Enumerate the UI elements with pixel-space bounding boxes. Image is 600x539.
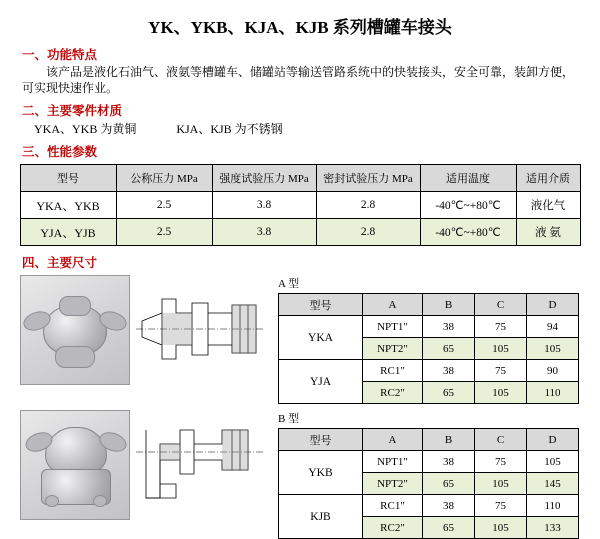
material-right: KJA、KJB 为不锈钢 bbox=[176, 122, 283, 137]
table-cell: YJA、YJB bbox=[20, 219, 116, 246]
column-header: 适用介质 bbox=[516, 165, 580, 192]
column-header: 适用温度 bbox=[420, 165, 516, 192]
table-cell: 2.8 bbox=[316, 192, 420, 219]
column-header: 公称压力 MPa bbox=[116, 165, 212, 192]
column-header: A bbox=[363, 294, 423, 316]
section-heading-dimensions: 四、主要尺寸 bbox=[22, 256, 98, 271]
column-header: B bbox=[423, 429, 475, 451]
table-cell: RC2" bbox=[363, 517, 423, 539]
table-cell: 65 bbox=[423, 517, 475, 539]
table-cell: 94 bbox=[527, 316, 579, 338]
section-heading-material: 二、主要零件材质 bbox=[22, 104, 123, 119]
table-header-row bbox=[279, 429, 579, 451]
material-line bbox=[34, 120, 592, 137]
table-cell: 65 bbox=[423, 382, 475, 404]
technical-drawing-a bbox=[136, 275, 264, 383]
column-header: A bbox=[363, 429, 423, 451]
table-header-row bbox=[20, 165, 580, 192]
table-cell: 2.8 bbox=[316, 219, 420, 246]
table-cell: 液化气 bbox=[516, 192, 580, 219]
table-row bbox=[279, 316, 579, 338]
table-cell: 105 bbox=[475, 473, 527, 495]
table-cell: 105 bbox=[527, 338, 579, 360]
table-cell: 65 bbox=[423, 338, 475, 360]
column-header: 强度试验压力 MPa bbox=[212, 165, 316, 192]
table-cell: 2.5 bbox=[116, 219, 212, 246]
table-cell: 38 bbox=[423, 451, 475, 473]
dimensions-area bbox=[8, 275, 592, 539]
drawing-a-svg bbox=[136, 275, 264, 383]
table-cell: RC2" bbox=[363, 382, 423, 404]
table-cell: RC1" bbox=[363, 495, 423, 517]
table-cell: 38 bbox=[423, 316, 475, 338]
technical-drawing-b bbox=[136, 410, 264, 518]
column-header: D bbox=[527, 294, 579, 316]
table-cell: 液 氨 bbox=[516, 219, 580, 246]
table-cell: 38 bbox=[423, 360, 475, 382]
product-photo-a bbox=[20, 275, 130, 385]
table-cell: 75 bbox=[475, 360, 527, 382]
column-header: C bbox=[475, 294, 527, 316]
dimension-table-a-label: A 型 bbox=[278, 278, 300, 291]
table-cell-model: YKB bbox=[279, 451, 363, 495]
column-header: 型号 bbox=[279, 294, 363, 316]
table-cell: 75 bbox=[475, 495, 527, 517]
table-cell: 110 bbox=[527, 382, 579, 404]
table-cell: RC1" bbox=[363, 360, 423, 382]
section-heading-performance: 三、性能参数 bbox=[22, 145, 98, 160]
column-header: C bbox=[475, 429, 527, 451]
table-cell: 38 bbox=[423, 495, 475, 517]
table-cell-model: YJA bbox=[279, 360, 363, 404]
features-text: 该产品是液化石油气、液氨等槽罐车、储罐站等输送管路系统中的快装接头，安全可靠，装卸方便，可实现快速作业。 bbox=[22, 65, 575, 96]
table-cell: YKA、YKB bbox=[20, 192, 116, 219]
table-cell: 133 bbox=[527, 517, 579, 539]
table-cell-model: KJB bbox=[279, 495, 363, 539]
table-row bbox=[20, 219, 580, 246]
table-cell: 105 bbox=[527, 451, 579, 473]
table-cell: NPT1" bbox=[363, 451, 423, 473]
dimension-table-a-wrap bbox=[278, 275, 592, 404]
table-cell: 2.5 bbox=[116, 192, 212, 219]
column-header: 型号 bbox=[279, 429, 363, 451]
table-cell: 3.8 bbox=[212, 219, 316, 246]
table-cell: NPT2" bbox=[363, 338, 423, 360]
table-cell: NPT1" bbox=[363, 316, 423, 338]
table-cell: 105 bbox=[475, 517, 527, 539]
material-left: YKA、YKB 为黄铜 bbox=[34, 122, 137, 137]
product-photo-b bbox=[20, 410, 130, 520]
dimension-table-b-label: B 型 bbox=[278, 413, 300, 426]
table-row bbox=[279, 360, 579, 382]
table-cell: 3.8 bbox=[212, 192, 316, 219]
table-cell: 65 bbox=[423, 473, 475, 495]
table-cell: NPT2" bbox=[363, 473, 423, 495]
table-cell-model: YKA bbox=[279, 316, 363, 360]
column-header: 密封试验压力 MPa bbox=[316, 165, 420, 192]
column-header: 型号 bbox=[20, 165, 116, 192]
table-cell: 145 bbox=[527, 473, 579, 495]
column-header: B bbox=[423, 294, 475, 316]
dimension-table-b-wrap bbox=[278, 410, 592, 539]
table-cell: 75 bbox=[475, 451, 527, 473]
table-row bbox=[279, 495, 579, 517]
drawing-b-svg bbox=[136, 410, 264, 518]
table-cell: 75 bbox=[475, 316, 527, 338]
table-cell: 90 bbox=[527, 360, 579, 382]
table-header-row bbox=[279, 294, 579, 316]
dimension-table-b bbox=[278, 428, 579, 539]
section-heading-features: 一、功能特点 bbox=[22, 48, 98, 62]
dimension-row-a bbox=[20, 275, 592, 404]
dimension-row-b bbox=[20, 410, 592, 539]
performance-table bbox=[20, 164, 581, 246]
table-cell: 105 bbox=[475, 382, 527, 404]
table-row bbox=[20, 192, 580, 219]
table-cell: -40℃~+80℃ bbox=[420, 219, 516, 246]
table-cell: 110 bbox=[527, 495, 579, 517]
page-title: YK、YKB、KJA、KJB 系列槽罐车接头 bbox=[148, 18, 452, 37]
column-header: D bbox=[527, 429, 579, 451]
table-cell: -40℃~+80℃ bbox=[420, 192, 516, 219]
table-cell: 105 bbox=[475, 338, 527, 360]
table-row bbox=[279, 451, 579, 473]
dimension-table-a bbox=[278, 293, 579, 404]
